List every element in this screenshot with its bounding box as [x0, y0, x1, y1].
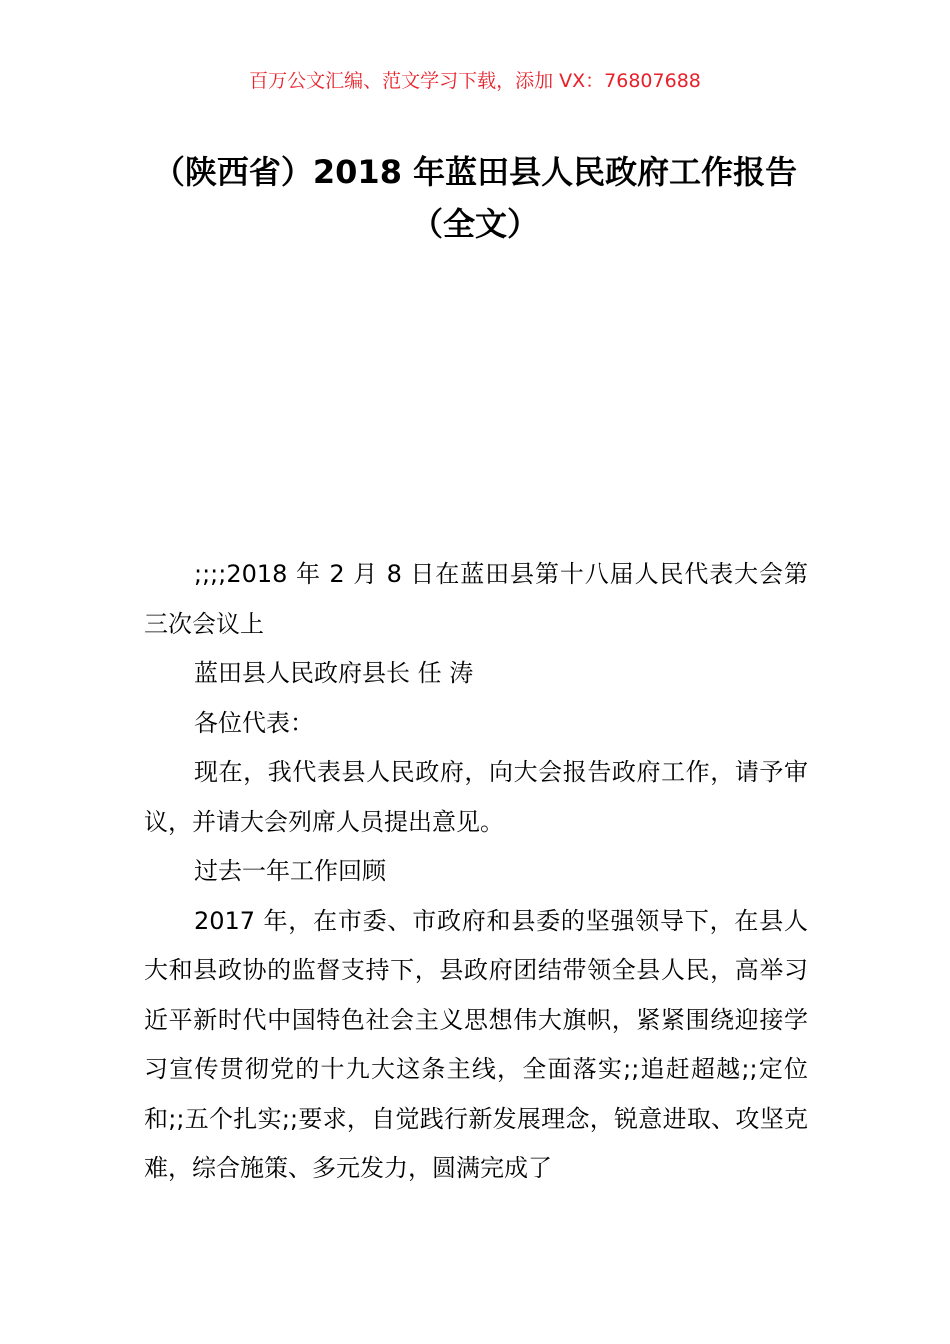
document-body	[144, 550, 808, 1194]
paragraph-meeting-info: ;;;;2018 年 2 月 8 日在蓝田县第十八届人民代表大会第三次会议上	[144, 560, 808, 638]
document-title: （陕西省）2018 年蓝田县人民政府工作报告（全文）	[152, 153, 798, 243]
section-heading-review: 过去一年工作回顾	[194, 857, 386, 885]
paragraph-salutation: 各位代表：	[194, 708, 314, 737]
header-banner: 百万公文汇编、范文学习下载，添加 VX：76807688	[249, 70, 701, 92]
paragraph-2017-review: 2017 年，在市委、市政府和县委的坚强领导下，在县人大和县政协的监督支持下，县政府团结带领全县人民，高举习近平新时代中国特色社会主义思想伟大旗帜，紧紧围绕迎接学习宣传贯彻党的十九大这条主线，全面落实;;追赶超越;;定位和;;五个扎实;;要求，自觉践行新发展理念，锐意进取、攻坚克难，综合施策、多元发力，圆满完成了	[144, 906, 808, 1182]
paragraph-speaker: 蓝田县人民政府县长 任 涛	[194, 659, 474, 687]
paragraph-intro: 现在，我代表县人民政府，向大会报告政府工作，请予审议，并请大会列席人员提出意见。	[144, 758, 808, 836]
